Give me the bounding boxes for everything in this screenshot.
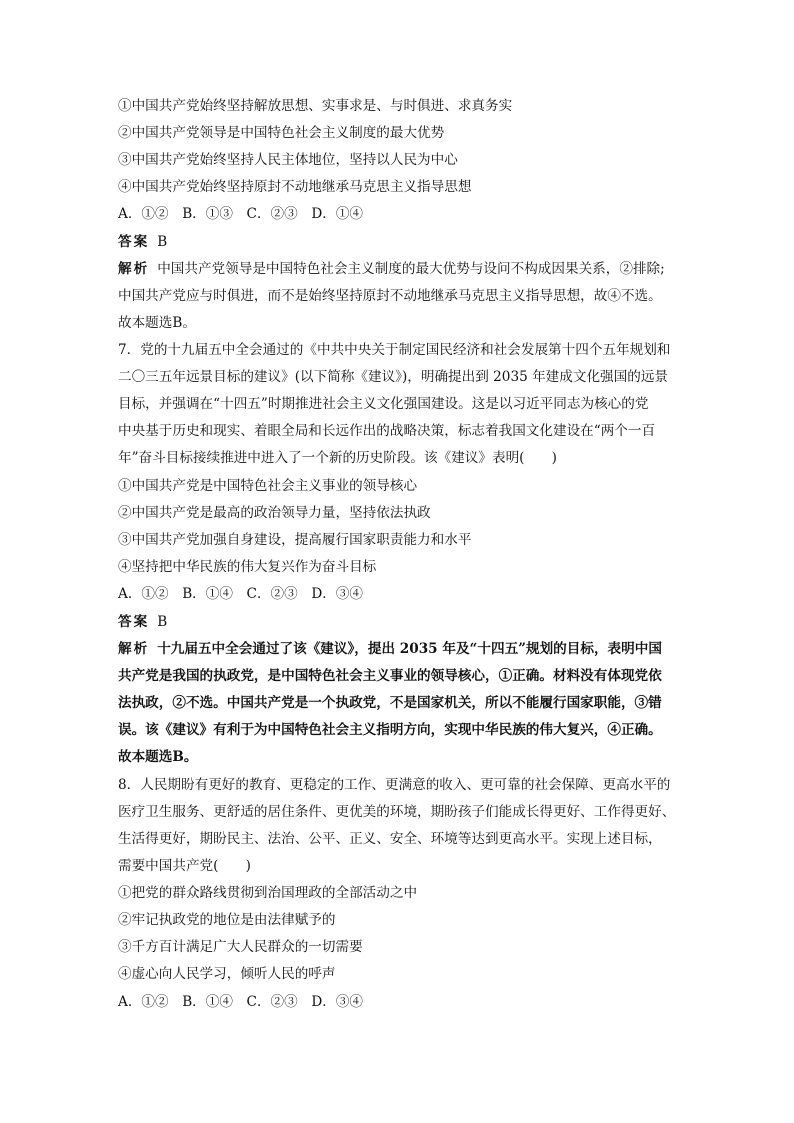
q6-analysis-line-3: 故本题选B。	[118, 315, 196, 331]
q8-option-2: ②牢记执政党的地位是由法律赋予的	[118, 912, 336, 928]
answer-label: 答案	[118, 234, 150, 250]
q7-analysis-line-3: 法执政，②不选。中国共产党是一个执政党，不是国家机关，所以不能履行国家职能，③错	[118, 695, 662, 711]
q7-stem-line-5: 年”奋斗目标接续推进中进入了一个新的历史阶段。该《建议》表明( )	[118, 450, 557, 466]
analysis-label: 解析	[118, 641, 150, 657]
q8-option-4: ④虚心向人民学习，倾听人民的呼声	[118, 966, 336, 982]
q7-stem-line-1: 7．党的十九届五中全会通过的《中共中央关于制定国民经济和社会发展第十四个五年规划和	[118, 342, 671, 358]
q6-analysis-line-2: 中国共产党应与时俱进，而不是始终坚持原封不动地继承马克思主义指导思想，故④不选。	[118, 288, 662, 304]
q7-option-4: ④坚持把中华民族的伟大复兴作为奋斗目标	[118, 559, 377, 575]
q7-choices: A．①② B．①④ C．②③ D．③④	[118, 586, 364, 602]
q7-answer	[118, 613, 678, 631]
answer-label: 答案	[118, 614, 150, 630]
q8-option-3: ③千方百计满足广大人民群众的一切需要	[118, 939, 363, 955]
q7-stem-line-2: 二〇三五年远景目标的建议》(以下简称《建议》)，明确提出到 2035 年建成文化强国的远景	[118, 369, 669, 385]
q8-option-1: ①把党的群众路线贯彻到治国理政的全部活动之中	[118, 885, 418, 901]
q7-analysis-line-4: 误。该《建议》有利于为中国特色社会主义指明方向，实现中华民族的伟大复兴，④正确。	[118, 722, 662, 738]
q7-analysis-line-1: 解析 十九届五中全会通过了该《建议》，提出 2035 年及“十四五”规划的目标，表明中国	[118, 641, 662, 657]
q8-choices: A．①② B．①④ C．②③ D．③④	[118, 994, 364, 1010]
q8-stem-line-2: 医疗卫生服务、更舒适的居住条件、更优美的环境，期盼孩子们能成长得更好、工作得更好、	[118, 804, 676, 820]
q7-answer-value: B	[157, 614, 168, 630]
analysis-label: 解析	[118, 261, 150, 277]
q7-option-2: ②中国共产党是最高的政治领导力量，坚持依法执政	[118, 505, 431, 521]
q8-stem-line-4: 需要中国共产党( )	[118, 858, 251, 874]
q7-stem-line-4: 中央基于历史和现实、着眼全局和长远作出的战略决策，标志着我国文化建设在“两个一百	[118, 423, 656, 439]
q6-option-1: ①中国共产党始终坚持解放思想、实事求是、与时俱进、求真务实	[118, 98, 513, 114]
q6-option-2: ②中国共产党领导是中国特色社会主义制度的最大优势	[118, 125, 445, 141]
q7-option-3: ③中国共产党加强自身建设，提高履行国家职责能力和水平	[118, 532, 472, 548]
q7-analysis-line-2: 共产党是我国的执政党，是中国特色社会主义事业的领导核心，①正确。材料没有体现党依	[118, 668, 662, 684]
q7-option-1: ①中国共产党是中国特色社会主义事业的领导核心	[118, 478, 418, 494]
q7-stem-line-3: 目标，并强调在“十四五”时期推进社会主义文化强国建设。这是以习近平同志为核心的党	[118, 396, 649, 412]
q6-answer-value: B	[157, 234, 168, 250]
q6-analysis-line-1: 解析 中国共产党领导是中国特色社会主义制度的最大优势与设问不构成因果关系，②排除;	[118, 261, 665, 277]
q7-analysis-line-5: 故本题选B。	[118, 749, 198, 765]
q6-choices: A．①② B．①③ C．②③ D．①④	[118, 206, 364, 222]
q6-option-3: ③中国共产党始终坚持人民主体地位，坚持以人民为中心	[118, 152, 458, 168]
q8-stem-line-3: 生活得更好，期盼民主、法治、公平、正义、安全、环境等达到更高水平。实现上述目标，	[118, 831, 662, 847]
q8-stem-line-1: 8．人民期盼有更好的教育、更稳定的工作、更满意的收入、更可靠的社会保障、更高水平的	[118, 777, 671, 793]
q6-option-4: ④中国共产党始终坚持原封不动地继承马克思主义指导思想	[118, 179, 472, 195]
q6-answer	[118, 233, 678, 251]
